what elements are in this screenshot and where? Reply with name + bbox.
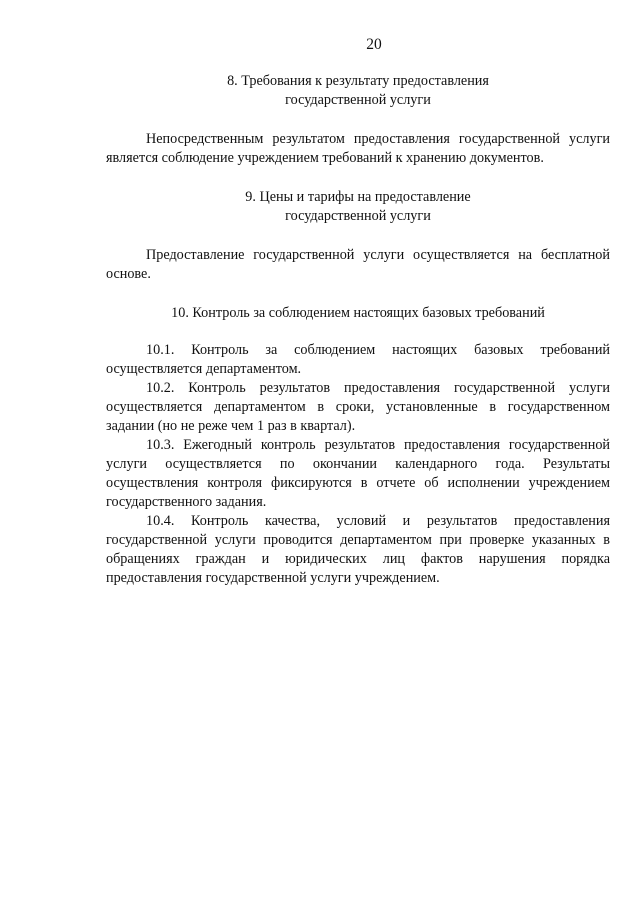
section-10-heading (106, 304, 610, 323)
section-10-item-3: 10.3. Ежегодный контроль результатов предоставления государственной услуги осуществляется по окончании календарного года. Результаты осуществления контроля фиксируются в отчете об исполнении учреждением государственного задания. (106, 437, 610, 510)
section-8-heading-line-2: государственной услуги (285, 92, 431, 108)
section-9-heading-line-1: 9. Цены и тарифы на предоставление (245, 189, 471, 205)
section-9-paragraph: Предоставление государственной услуги осуществляется на бесплатной основе. (106, 247, 610, 282)
section-10-heading-text: 10. Контроль за соблюдением настоящих базовых требований (171, 305, 545, 321)
section-9-heading-line-2: государственной услуги (285, 208, 431, 224)
page-number: 20 (366, 36, 382, 53)
section-10-item-2: 10.2. Контроль результатов предоставления государственной услуги осуществляется департаментом в сроки, установленные в государственном задании (но не реже чем 1 раз в квартал). (106, 380, 610, 434)
section-8-paragraph: Непосредственным результатом предоставления государственной услуги является соблюдение учреждением требований к хранению документов. (106, 131, 610, 166)
document-body (106, 72, 610, 588)
section-10-item-4: 10.4. Контроль качества, условий и результатов предоставления государственной услуги проводится департаментом при проверке указанных в обращениях граждан и юридических лиц фактов нарушения порядка предоставления государственной услуги учреждением. (106, 513, 610, 586)
section-10-item-1: 10.1. Контроль за соблюдением настоящих базовых требований осуществляется департаментом. (106, 342, 610, 377)
section-8-heading-line-1: 8. Требования к результату предоставления (227, 73, 489, 89)
section-8-heading (106, 72, 610, 110)
section-9-heading (106, 188, 610, 226)
